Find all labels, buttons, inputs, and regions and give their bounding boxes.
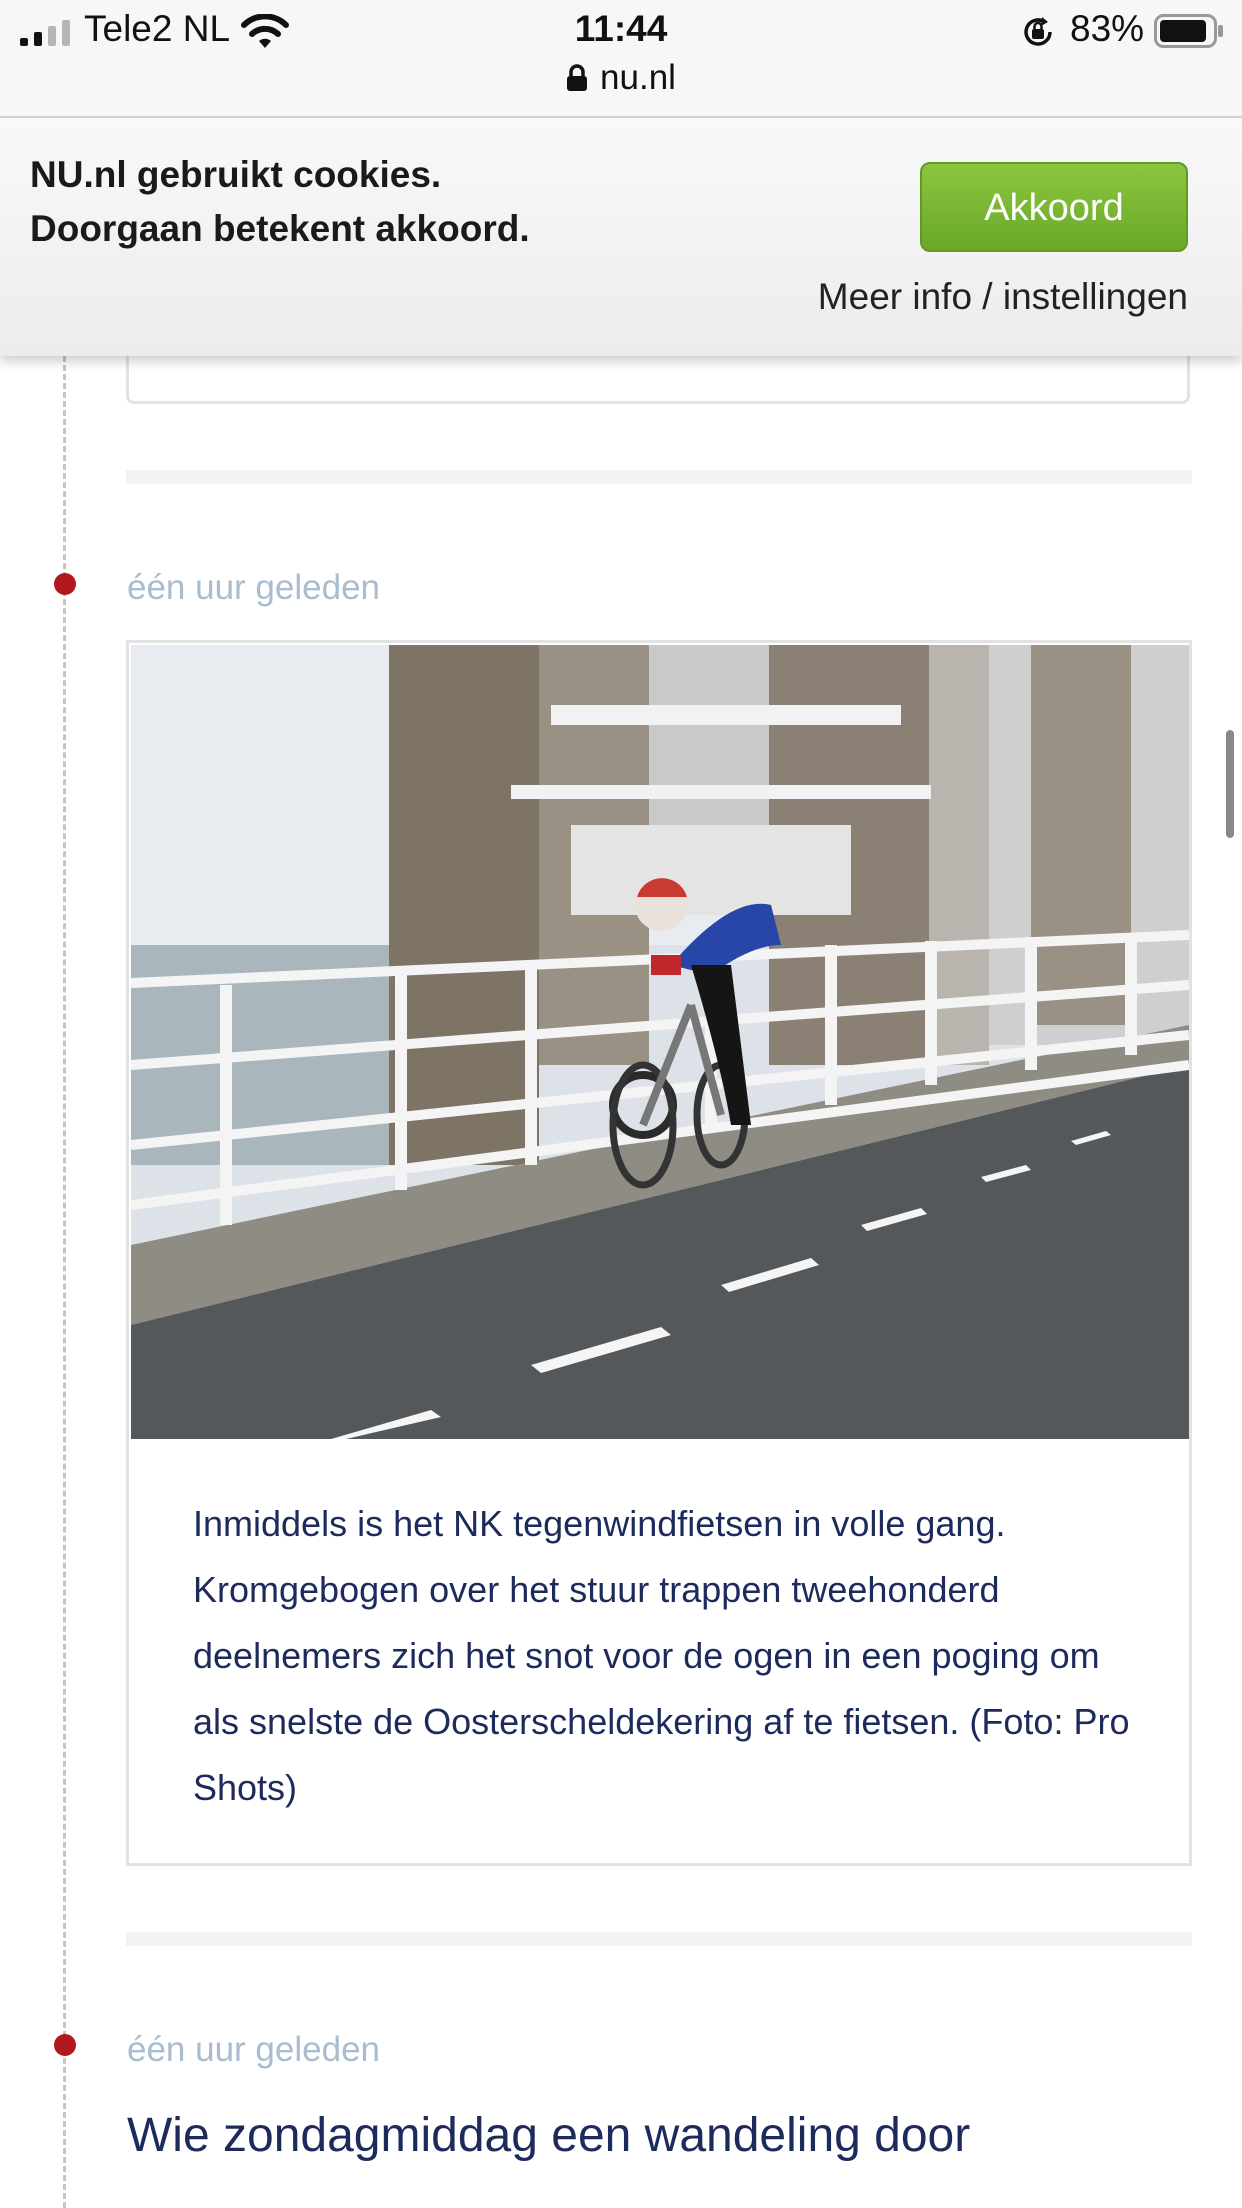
cookie-message [30,148,530,256]
url-text: nu.nl [600,58,676,97]
carrier-name: Tele2 NL [84,8,231,49]
article-headline[interactable]: Wie zondagmiddag een wandeling door [127,2109,971,2162]
photo-caption: Inmiddels is het NK tegenwindfietsen in volle gang. Kromgebogen over het stuur trappen tweehonderd deelnemers zich het snot voor de ogen in een poging om als snelste de Oosterscheldekering af te fietsen. (Foto: Pro Shots) [193,1503,1130,1808]
battery-icon [1154,14,1224,48]
battery-percentage: 83% [1070,8,1145,49]
item-timestamp: één uur geleden [127,2030,380,2069]
cyclist-photo [131,645,1189,1439]
timeline-dot [54,2034,76,2056]
accept-cookies-button[interactable]: Akkoord [920,162,1188,252]
separator [126,1932,1192,1946]
status-bar [0,0,1242,118]
lock-icon [566,64,588,92]
address-bar[interactable] [0,58,1242,98]
cookie-message-line2: Doorgaan betekent akkoord. [30,208,530,249]
clock: 11:44 [574,8,668,49]
item-timestamp: één uur geleden [127,568,380,607]
timeline-dot [54,573,76,595]
timeline-line [63,356,66,2208]
separator [126,470,1192,484]
photo-card[interactable] [126,640,1192,1866]
cookie-more-info-link[interactable]: Meer info / instellingen [817,276,1188,317]
rotation-lock-icon [1020,14,1056,50]
cookie-message-line1: NU.nl gebruikt cookies. [30,154,442,195]
scrollbar[interactable] [1226,730,1234,838]
cookie-banner [0,118,1242,356]
